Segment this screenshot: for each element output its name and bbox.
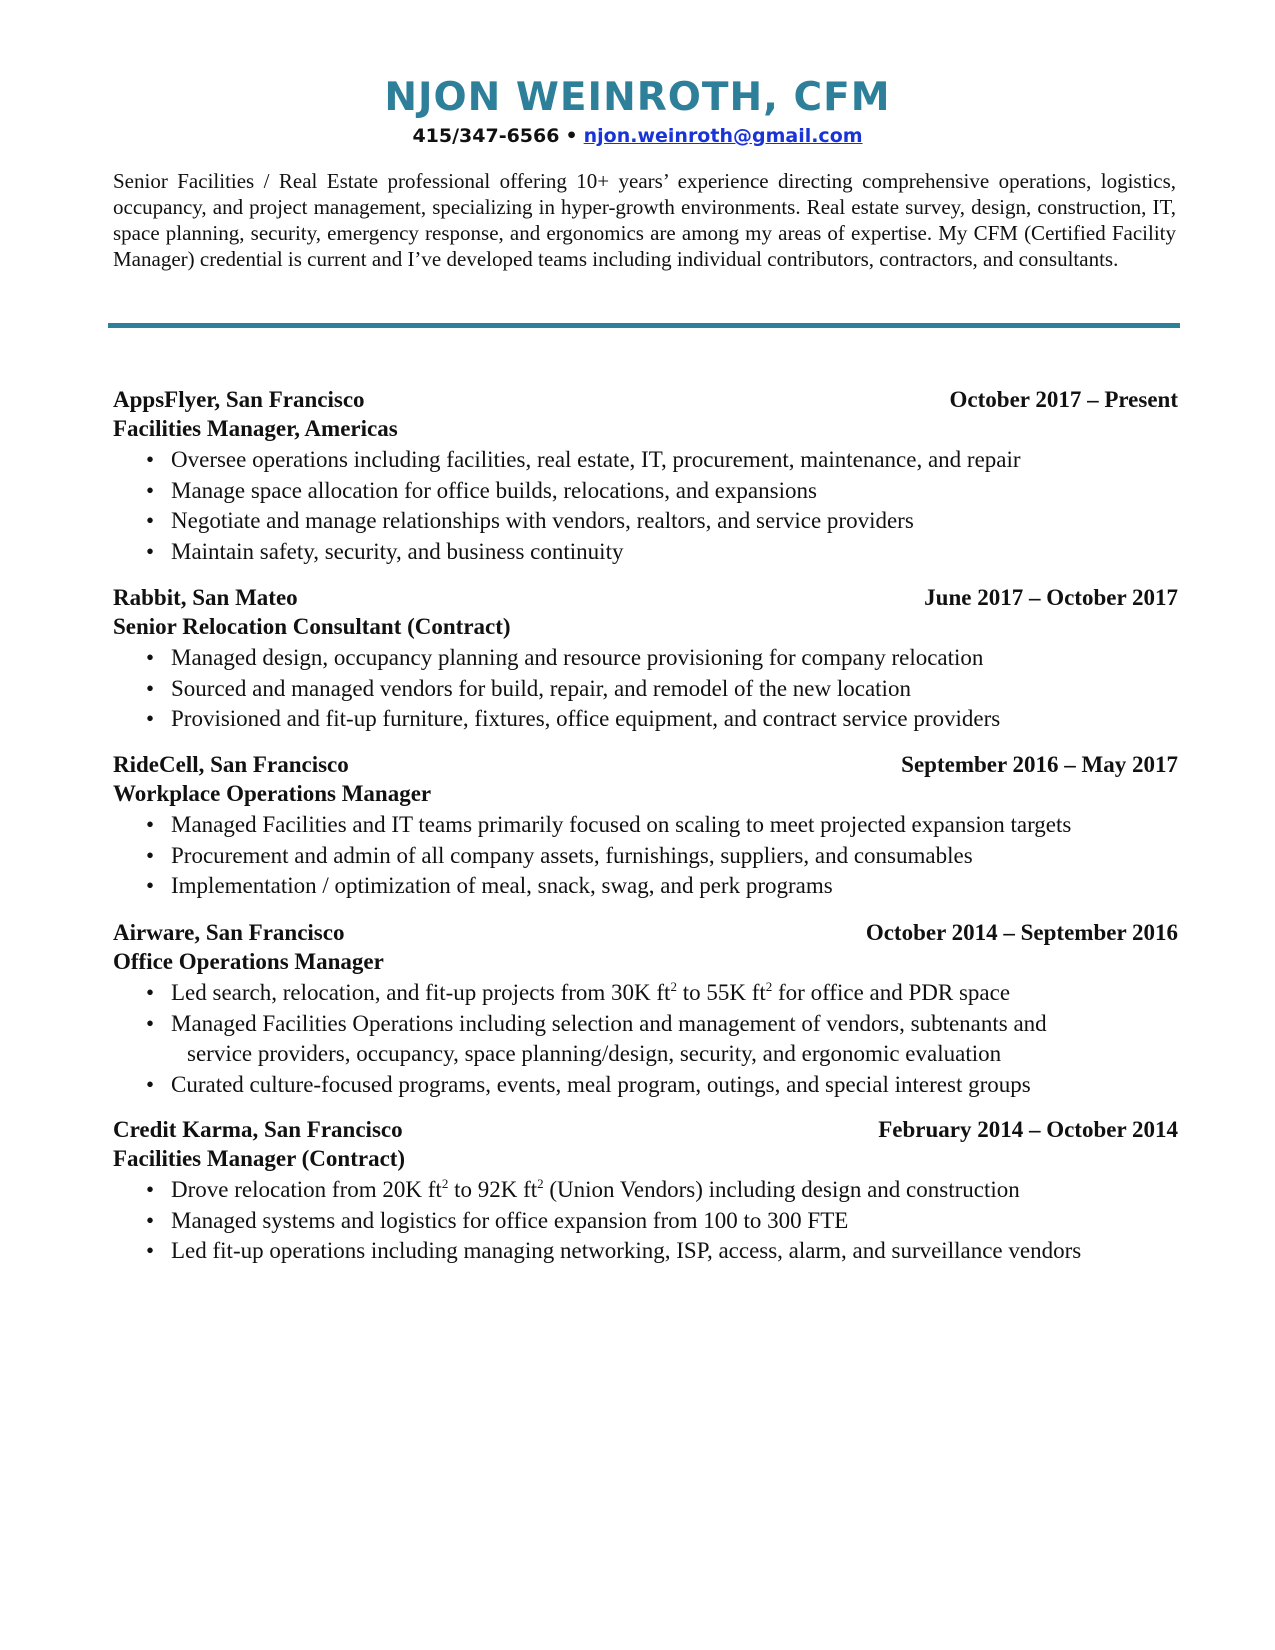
bullet-icon: • — [146, 477, 155, 503]
contact-line — [0, 123, 1275, 149]
professional-summary: Senior Facilities / Real Estate professional offering 10+ years’ experience directing comprehensive operations, logistics, occupancy, and project management, specializing in hyper-growth environments. Real estate survey, design, construction, IT, space planning, security, emergency response, and ergonomics are among my areas of expertise. My CFM (Certified Facility Manager) credential is current and I’ve developed teams including individual contributors, contractors, and consultants. — [113, 169, 1176, 271]
bullet-icon: • — [146, 1207, 155, 1233]
bullet-icon: • — [146, 873, 155, 898]
resume-header — [0, 75, 1275, 149]
section-divider — [108, 323, 1180, 328]
bullet-item: • Managed design, occupancy planning and resource provisioning for company relocation — [113, 643, 1178, 674]
job-bullets — [113, 978, 1178, 1100]
job-company: Airware, San Francisco — [113, 920, 345, 945]
bullet-icon: • — [146, 1071, 155, 1097]
bullet-icon: • — [146, 508, 155, 533]
job-title: Office Operations Manager — [113, 949, 384, 974]
bullet-icon: • — [146, 980, 155, 1005]
job-bullets — [113, 810, 1178, 902]
job-dates: February 2014 – October 2014 — [878, 1117, 1178, 1142]
job-header — [113, 1115, 1178, 1144]
bullet-item: • Led fit-up operations including managing networking, ISP, access, alarm, and surveillance vendors — [113, 1236, 1178, 1267]
job-header — [113, 583, 1178, 612]
job-company: RideCell, San Francisco — [113, 752, 349, 777]
bullet-icon: • — [146, 706, 155, 731]
bullet-item: • Managed Facilities Operations including selection and management of vendors, subtenants and service providers, occupancy, space planning/design, security, and ergonomic evaluation — [146, 1010, 1047, 1066]
bullet-item: • Managed systems and logistics for office expansion from 100 to 300 FTE — [113, 1206, 1178, 1237]
bullet-item: • Provisioned and fit-up furniture, fixtures, office equipment, and contract service providers — [113, 704, 1178, 735]
bullet-icon: • — [146, 812, 155, 837]
bullet-icon: • — [146, 675, 155, 701]
contact-separator: • — [565, 125, 578, 147]
job-header — [113, 385, 1178, 414]
job-title: Workplace Operations Manager — [113, 781, 432, 806]
job-dates: June 2017 – October 2017 — [924, 585, 1178, 610]
job-dates: September 2016 – May 2017 — [901, 752, 1178, 777]
job-dates: October 2014 – September 2016 — [865, 920, 1178, 945]
bullet-icon: • — [146, 538, 155, 564]
job-title: Senior Relocation Consultant (Contract) — [113, 614, 511, 639]
job-company: Rabbit, San Mateo — [113, 585, 298, 610]
job-entry-appsflyer — [113, 385, 1178, 567]
bullet-item: • Procurement and admin of all company assets, furnishings, suppliers, and consumables — [113, 841, 1178, 872]
bullet-item: • Managed Facilities and IT teams primarily focused on scaling to meet projected expansion targets — [113, 810, 1178, 841]
candidate-name: NJON WEINROTH, CFM — [384, 75, 891, 120]
job-entry-ridecell — [113, 750, 1178, 902]
phone-number: 415/347-6566 — [412, 125, 560, 147]
email-link[interactable]: njon.weinroth@gmail.com — [583, 125, 863, 147]
bullet-icon: • — [146, 1177, 155, 1202]
job-company: AppsFlyer, San Francisco — [113, 387, 365, 412]
bullet-item: • Sourced and managed vendors for build, repair, and remodel of the new location — [113, 674, 1178, 705]
job-header — [113, 750, 1178, 779]
bullet-item: • Implementation / optimization of meal, snack, swag, and perk programs — [113, 871, 1178, 902]
job-title: Facilities Manager, Americas — [113, 416, 398, 441]
bullet-icon: • — [146, 1010, 155, 1036]
bullet-item: • Drove relocation from 20K $ft^2$ to 92K $ft^2$ (Union Vendors) including design and construction — [113, 1175, 1178, 1206]
job-bullets — [113, 445, 1178, 567]
job-header — [113, 918, 1178, 947]
bullet-item: • Maintain safety, security, and business continuity — [113, 537, 1178, 568]
bullet-icon: • — [146, 447, 155, 472]
job-dates: October 2017 – Present — [949, 387, 1178, 412]
job-entry-airware — [113, 918, 1178, 1100]
job-title: Facilities Manager (Contract) — [113, 1146, 406, 1171]
job-bullets — [113, 643, 1178, 735]
job-entry-credit-karma — [113, 1115, 1178, 1267]
job-company: Credit Karma, San Francisco — [113, 1117, 403, 1142]
bullet-item: • Negotiate and manage relationships with vendors, realtors, and service providers — [113, 506, 1178, 537]
bullet-item: • Oversee operations including facilities, real estate, IT, procurement, maintenance, and repair — [113, 445, 1178, 476]
bullet-icon: • — [146, 645, 155, 670]
job-entry-rabbit — [113, 583, 1178, 735]
job-bullets — [113, 1175, 1178, 1267]
bullet-item: • Curated culture-focused programs, events, meal program, outings, and special interest groups — [113, 1070, 1178, 1101]
bullet-icon: • — [146, 842, 155, 868]
bullet-item: • Led search, relocation, and fit-up projects from 30K $ft^2$ to 55K $ft^2$ for office and PDR space — [113, 978, 1178, 1009]
bullet-icon: • — [146, 1238, 155, 1263]
bullet-item: • Manage space allocation for office builds, relocations, and expansions — [113, 476, 1178, 507]
